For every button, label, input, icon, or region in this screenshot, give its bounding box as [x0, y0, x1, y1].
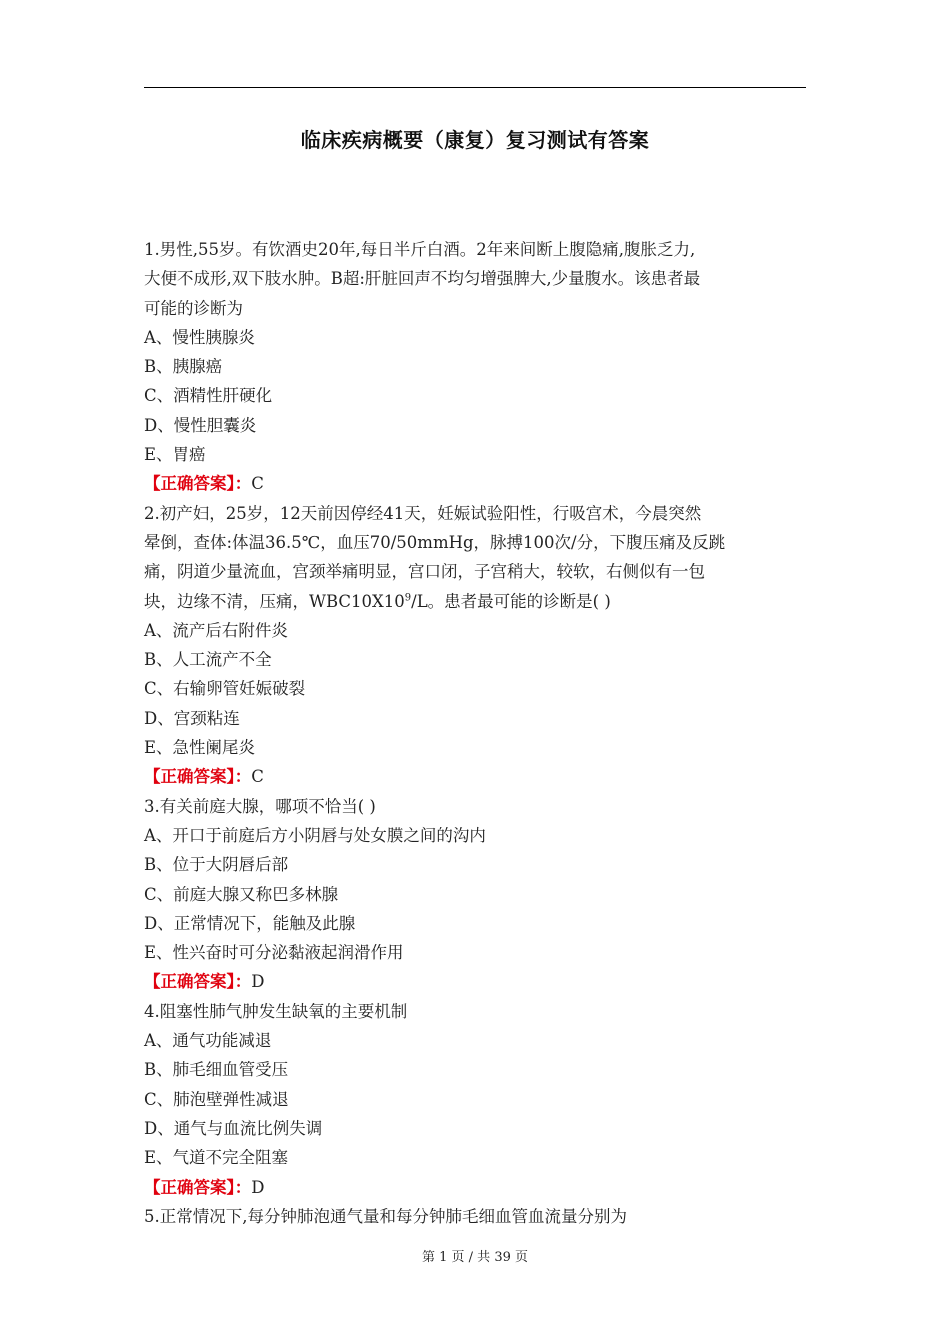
page-footer: 第 1 页 / 共 39 页 [422, 1250, 528, 1265]
question-stem-line: 痛，阴道少量流血，宫颈举痛明显，宫口闭，子宫稍大，较软，右侧似有一包 [144, 562, 705, 582]
question-2 [144, 499, 806, 792]
question-stem-line: 1.男性,55岁。有饮酒史20年,每日半斤白酒。2年来间断上腹隐痛,腹胀乏力, [144, 240, 696, 259]
header-rule [144, 87, 806, 88]
option-b: B、人工流产不全 [144, 650, 272, 670]
option-c: C、酒精性肝硬化 [144, 386, 273, 406]
option-c: C、右输卵管妊娠破裂 [144, 679, 306, 699]
answer-label: 【正确答案】： [144, 972, 252, 992]
option-a: A、流产后右附件炎 [144, 620, 288, 640]
option-d: D、正常情况下，能触及此腺 [144, 913, 356, 933]
option-e: E、急性阑尾炎 [144, 738, 256, 758]
stem-text: 块，边缘不清，压痛，WBC10X10 [144, 591, 405, 611]
option-a: A、开口于前庭后方小阴唇与处女膜之间的沟内 [144, 825, 486, 845]
answer-label: 【正确答案】： [144, 767, 252, 787]
option-e: E、性兴奋时可分泌黏液起润滑作用 [144, 943, 404, 963]
question-5 [144, 1202, 806, 1231]
option-b: B、肺毛细血管受压 [144, 1060, 289, 1080]
question-stem-line: 2.初产妇，25岁，12天前因停经41天，妊娠试验阳性，行吸宫术，今晨突然 [144, 503, 702, 523]
document-body [144, 235, 806, 1231]
question-stem-line: 大便不成形,双下肢水肿。B超:肝脏回声不均匀增强脾大,少量腹水。该患者最 [144, 269, 701, 289]
answer-value: D [251, 1177, 265, 1197]
option-c: C、前庭大腺又称巴多林腺 [144, 884, 339, 904]
question-stem-line: 4.阻塞性肺气肿发生缺氧的主要机制 [144, 1001, 408, 1021]
option-d: D、通气与血流比例失调 [144, 1118, 323, 1138]
option-b: B、位于大阴唇后部 [144, 855, 289, 875]
option-b: B、胰腺癌 [144, 357, 223, 377]
option-a: A、通气功能减退 [144, 1031, 272, 1051]
question-stem-line [144, 587, 806, 616]
answer-row [144, 469, 806, 498]
answer-value: C [251, 474, 264, 494]
answer-label: 【正确答案】： [144, 1177, 252, 1197]
option-d: D、宫颈粘连 [144, 708, 240, 728]
stem-text: /L。患者最可能的诊断是( ) [411, 591, 611, 611]
question-stem-line: 5.正常情况下,每分钟肺泡通气量和每分钟肺毛细血管血流量分别为 [144, 1206, 627, 1226]
option-e: E、胃癌 [144, 445, 206, 465]
question-3 [144, 792, 806, 997]
answer-row [144, 967, 806, 996]
option-e: E、气道不完全阻塞 [144, 1148, 289, 1168]
option-a: A、慢性胰腺炎 [144, 327, 255, 347]
question-1 [144, 235, 806, 499]
document-title: 临床疾病概要（康复）复习测试有答案 [300, 128, 650, 152]
question-stem-line: 3.有关前庭大腺，哪项不恰当( ) [144, 796, 376, 816]
answer-value: C [251, 767, 264, 787]
option-d: D、慢性胆囊炎 [144, 415, 257, 435]
question-stem-line: 可能的诊断为 [144, 298, 243, 318]
answer-value: D [251, 972, 265, 992]
option-c: C、肺泡壁弹性减退 [144, 1089, 289, 1109]
superscript-exponent: 9 [404, 592, 412, 604]
question-stem-line: 晕倒，查体:体温36.5℃，血压70/50mmHg，脉搏100次/分，下腹压痛及反跳 [144, 532, 726, 552]
question-4 [144, 997, 806, 1202]
answer-label: 【正确答案】： [144, 474, 252, 494]
answer-row [144, 762, 806, 791]
answer-row [144, 1173, 806, 1202]
